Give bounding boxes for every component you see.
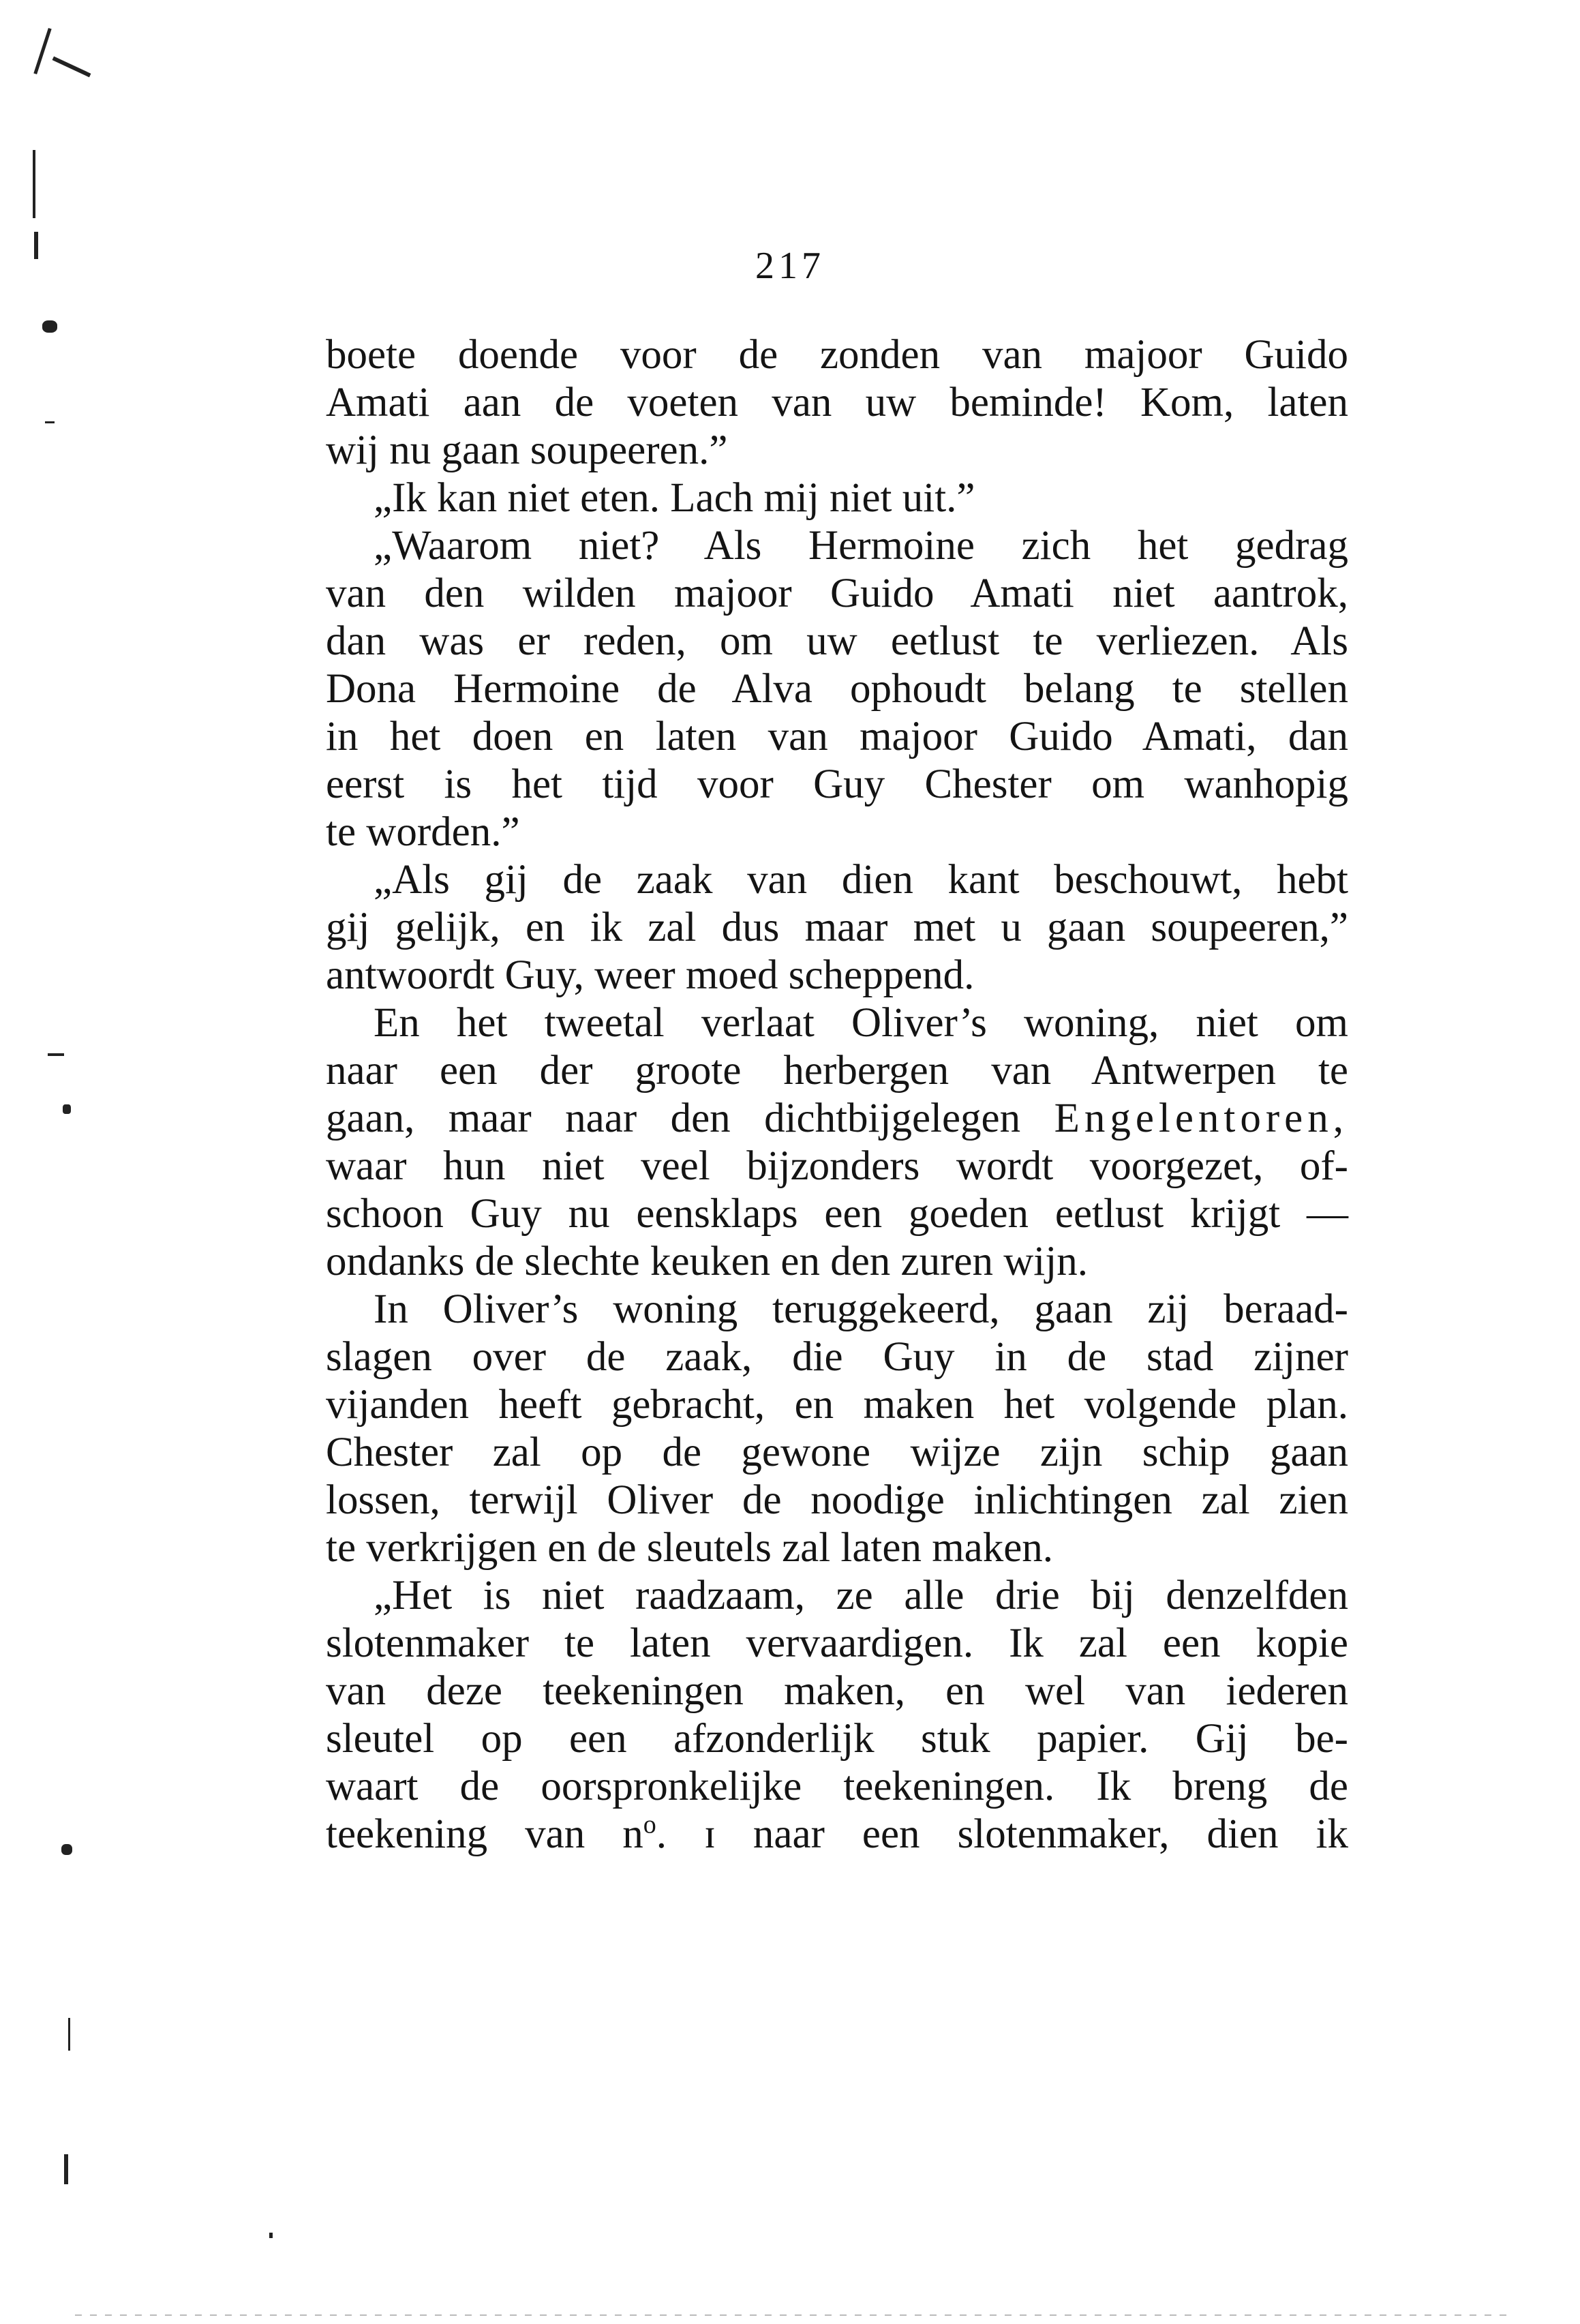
text-line: „Ik kan niet eten. Lach mij niet uit.” <box>374 475 975 521</box>
text-line: Dona Hermoine de Alva ophoudt belang te stellen <box>326 666 1348 712</box>
superscript-o: o <box>643 1810 656 1839</box>
margin-scan-mark <box>33 150 35 218</box>
margin-scan-mark <box>269 2233 273 2238</box>
text-line: Chester zal op de gewone wijze zijn schip gaan <box>326 1430 1348 1475</box>
text-line: te verkrijgen en de sleutels zal laten maken. <box>326 1525 1054 1571</box>
margin-scan-mark <box>64 2154 68 2184</box>
text-line: ondanks de slechte keuken en den zuren wijn. <box>326 1239 1088 1284</box>
text-line: vijanden heeft gebracht, en maken het volgende plan. <box>326 1382 1348 1428</box>
text-line: wij nu gaan soupeeren.” <box>326 427 728 473</box>
bottom-scan-edge <box>75 2314 1506 2316</box>
text-line: boete doende voor de zonden van majoor Guido <box>326 332 1348 378</box>
text-line: gij gelijk, en ik zal dus maar met u gaan soupeeren,” <box>326 905 1348 950</box>
margin-scan-mark <box>68 2018 70 2051</box>
text-line: slotenmaker te laten vervaardigen. Ik zal een kopie <box>326 1620 1348 1666</box>
text-line: te worden.” <box>326 809 520 855</box>
text-line: lossen, terwijl Oliver de noodige inlichtingen zal zien <box>326 1477 1348 1523</box>
text-line <box>326 1811 1348 1858</box>
text-line: sleutel op een afzonderlijk stuk papier. Gij be- <box>326 1716 1348 1762</box>
text-line: in het doen en laten van majoor Guido Amati, dan <box>326 714 1348 759</box>
text-line: En het tweetal verlaat Oliver’s woning, niet om <box>374 1000 1348 1046</box>
text-line: waart de oorspronkelijke teekeningen. Ik breng de <box>326 1764 1348 1809</box>
text-line-segment: gaan, maar naar den dichtbijgelegen <box>326 1096 1021 1141</box>
body-text <box>326 331 1348 1858</box>
spaced-name: Engelentoren, <box>1054 1096 1349 1141</box>
text-line-segment: . ɪ naar een slotenmaker, dien ik <box>656 1811 1348 1857</box>
text-line: van den wilden majoor Guido Amati niet aantrok, <box>326 571 1348 616</box>
margin-scan-mark <box>52 57 91 78</box>
margin-scan-mark <box>63 1104 71 1114</box>
text-line: In Oliver’s woning teruggekeerd, gaan zij beraad- <box>374 1286 1348 1332</box>
text-line: dan was er reden, om uw eetlust te verliezen. Als <box>326 618 1348 664</box>
text-line: antwoordt Guy, weer moed scheppend. <box>326 952 975 998</box>
margin-scan-mark <box>45 421 55 423</box>
text-line: eerst is het tijd voor Guy Chester om wanhopig <box>326 761 1348 807</box>
margin-scan-mark <box>34 232 38 259</box>
text-line: slagen over de zaak, die Guy in de stad zijner <box>326 1334 1348 1380</box>
margin-scan-mark <box>48 1053 64 1056</box>
margin-scan-mark <box>42 320 57 333</box>
text-line: schoon Guy nu eensklaps een goeden eetlust krijgt — <box>326 1191 1348 1237</box>
page-number: 217 <box>755 245 825 287</box>
margin-scan-mark <box>33 28 51 74</box>
text-line-segment: teekening van n <box>326 1811 643 1857</box>
margin-scan-mark <box>61 1844 72 1855</box>
text-line <box>326 1095 1348 1143</box>
text-line: van deze teekeningen maken, en wel van iederen <box>326 1668 1348 1714</box>
text-line: naar een der groote herbergen van Antwerpen te <box>326 1048 1348 1093</box>
text-line: Amati aan de voeten van uw beminde! Kom, laten <box>326 380 1348 425</box>
text-line: „Het is niet raadzaam, ze alle drie bij denzelfden <box>374 1573 1348 1618</box>
text-line: waar hun niet veel bijzonders wordt voorgezet, of- <box>326 1143 1348 1189</box>
text-line: „Waarom niet? Als Hermoine zich het gedrag <box>374 523 1348 569</box>
text-line: „Als gij de zaak van dien kant beschouwt, hebt <box>374 857 1348 903</box>
